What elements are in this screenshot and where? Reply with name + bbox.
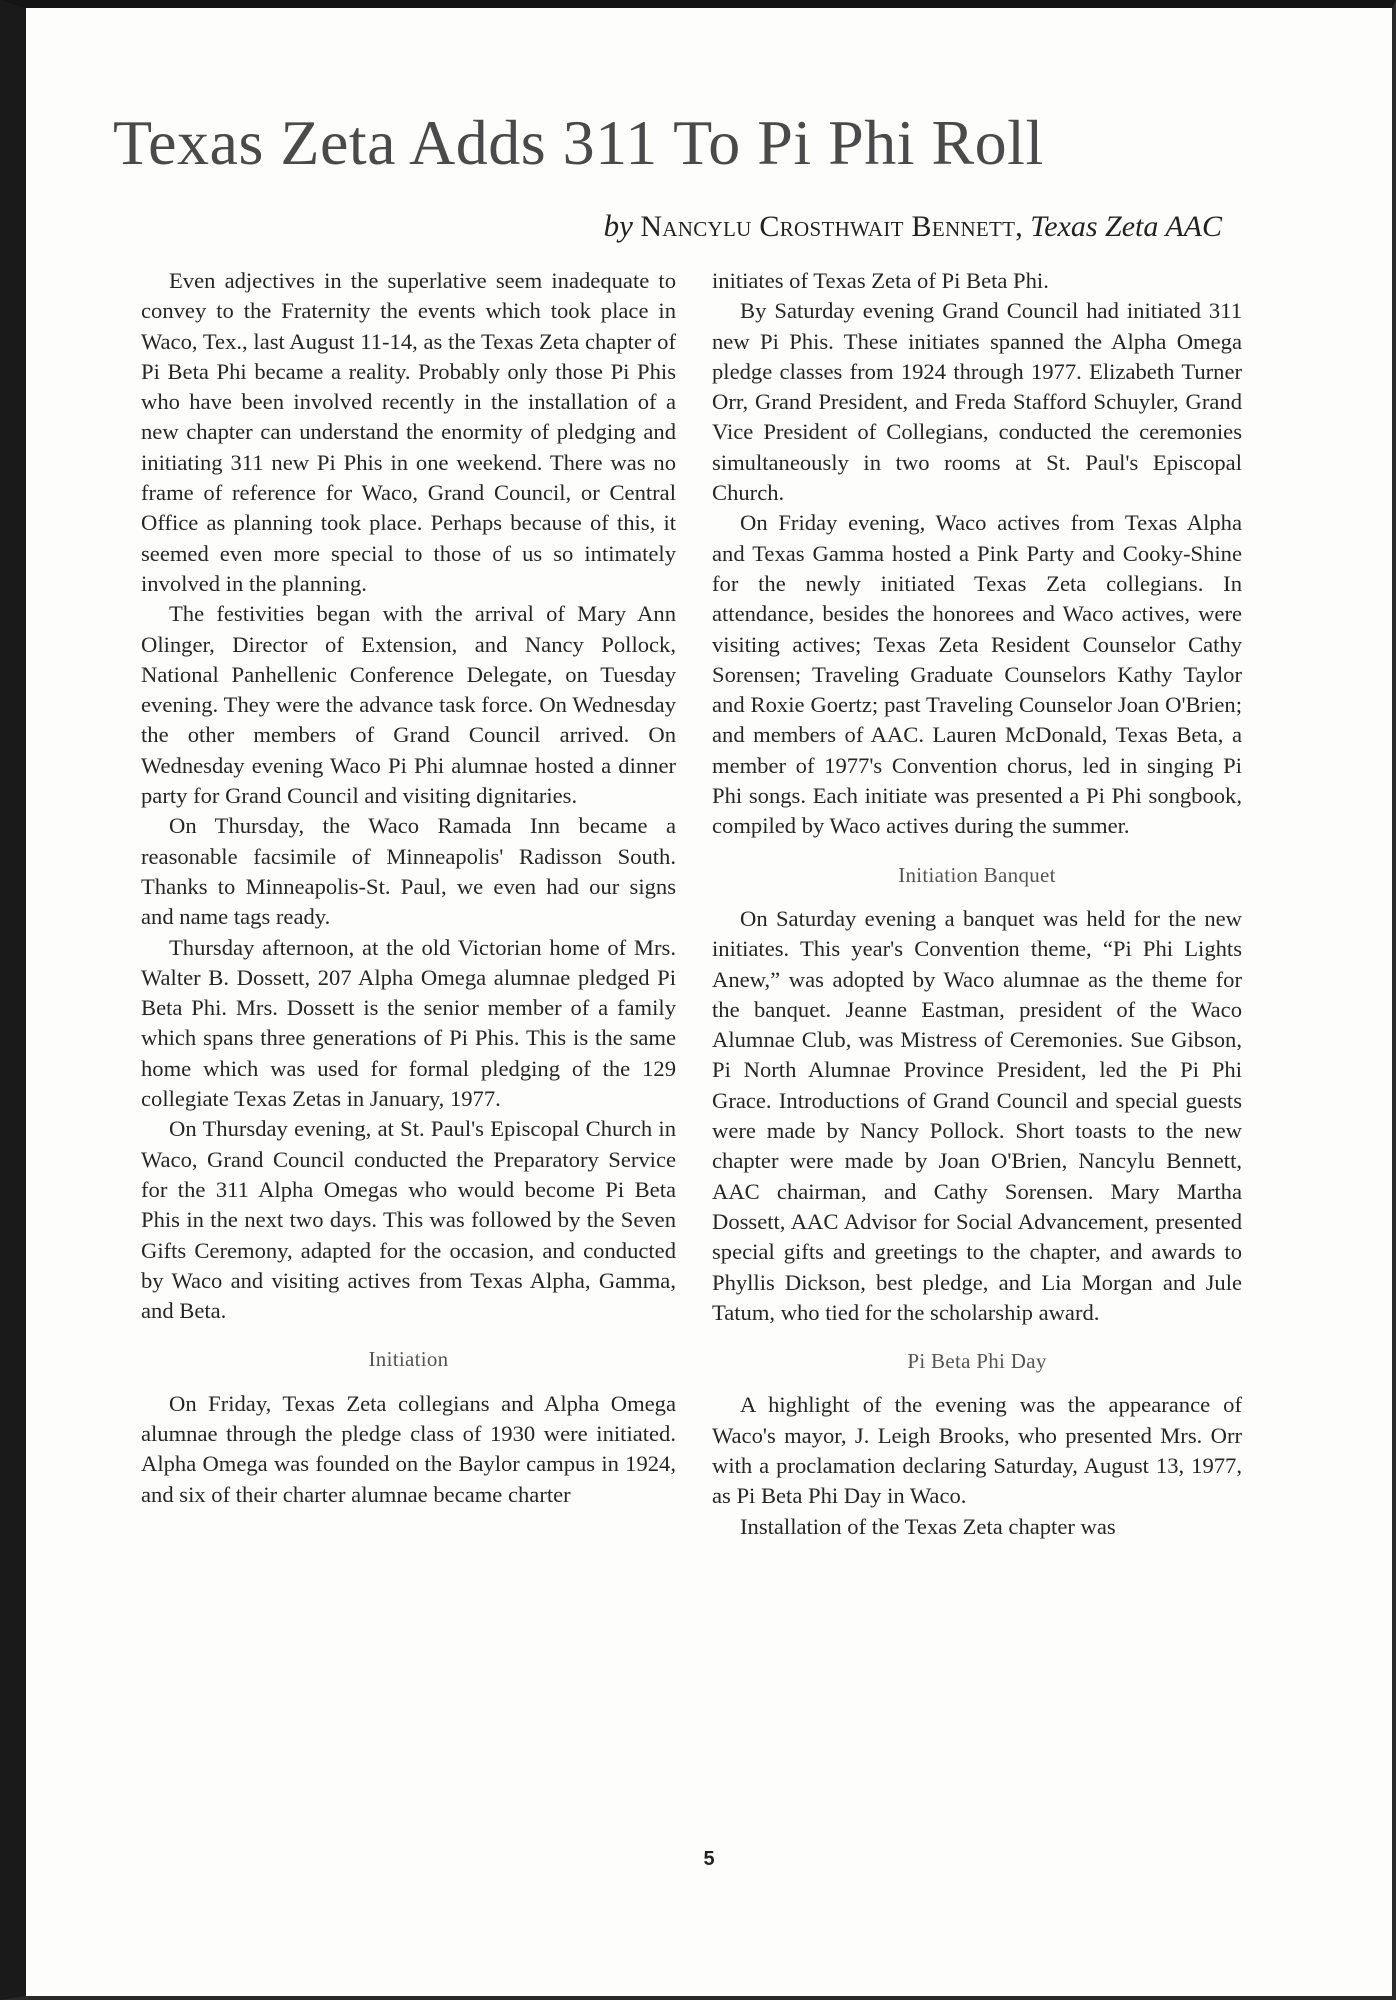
paragraph: On Friday, Texas Zeta collegians and Alpha Omega alumnae through the pledge class of 1930 were initiated. Alpha Omega was founded on the Baylor campus in 1924, and six of their charter alumnae became charter — [141, 1390, 676, 1507]
paragraph: On Saturday evening a banquet was held for the new initiates. This year's Convention theme, “Pi Phi Lights Anew,” was adopted by Waco alumnae as the theme for the banquet. Jeanne Eastman, president of the Waco Alumnae Club, was Mistress of Ceremonies. Sue Gibson, Pi North Alumnae Province President, led the Pi Phi Grace. Introductions of Grand Council and special guests were made by Nancy Pollock. Short toasts to the new chapter were made by Joan O'Brien, Nancylu Bennett, AAC chairman, and Cathy Sorensen. Mary Martha Dossett, AAC Advisor for Social Advancement, presented special gifts and greetings to the chapter, and awards to Phyllis Dickson, best pledge, and Lia Morgan and Jule Tatum, who tied for the scholarship award. — [712, 905, 1242, 1325]
author-name: Nancylu Crosthwait Bennett — [640, 210, 1016, 243]
paragraph: Even adjectives in the superlative seem inadequate to convey to the Fraternity the events which took place in Waco, Tex., last August 11-14, as the Texas Zeta chapter of Pi Beta Phi became a reality. Probably only those Pi Phis who have been involved recently in the installation of a new chapter can understand the enormity of pledging and initiating 311 new Pi Phis in one weekend. There was no frame of reference for Waco, Grand Council, or Central Office as planning took place. Perhaps because of this, it seemed even more special to those of us so intimately involved in the planning. — [141, 268, 676, 596]
byline-by: by — [603, 208, 633, 243]
paragraph: On Thursday evening, at St. Paul's Episcopal Church in Waco, Grand Council conducted the Preparatory Service for the 311 Alpha Omegas who would become Pi Beta Phis in the next two days. This was followed by the Seven Gifts Ceremony, adapted for the occasion, and conducted by Waco and visiting actives from Texas Alpha, Gamma, and Beta. — [141, 1116, 676, 1324]
section-heading-banquet: Initiation Banquet — [898, 862, 1056, 887]
page-number: 5 — [703, 1848, 715, 1870]
author-chapter: Texas Zeta AAC — [1030, 210, 1222, 243]
paragraph: Thursday afternoon, at the old Victorian home of Mrs. Walter B. Dossett, 207 Alpha Omega alumnae pledged Pi Beta Phi. Mrs. Dossett is the senior member of a family which spans three generations of Pi Phis. This is the same home which was used for formal pledging of the 129 collegiate Texas Zetas in January, 1977. — [141, 934, 676, 1112]
paragraph: On Thursday, the Waco Ramada Inn became a reasonable facsimile of Minneapolis' Radisson South. Thanks to Minneapolis-St. Paul, we even had our signs and name tags ready. — [141, 813, 676, 930]
left-column — [141, 266, 676, 1510]
paragraph: By Saturday evening Grand Council had initiated 311 new Pi Phis. These initiates spanned the Alpha Omega pledge classes from 1924 through 1977. Elizabeth Turner Orr, Grand President, and Freda Stafford Schuyler, Grand Vice President of Collegians, conducted the ceremonies simultaneously in two rooms at St. Paul's Episcopal Church. — [712, 298, 1242, 506]
section-heading-pi-beta-phi-day: Pi Beta Phi Day — [907, 1349, 1047, 1374]
section-heading-initiation: Initiation — [368, 1347, 449, 1372]
paragraph: The festivities began with the arrival of Mary Ann Olinger, Director of Extension, and Nancy Pollock, National Panhellenic Conference Delegate, on Tuesday evening. They were the advance task force. On Wednesday the other members of Grand Council arrived. On Wednesday evening Waco Pi Phi alumnae hosted a dinner party for Grand Council and visiting dignitaries. — [141, 601, 676, 809]
byline: by Nancylu Crosthwait Bennett, Texas Zeta AAC — [603, 208, 1222, 243]
paragraph-continuation: initiates of Texas Zeta of Pi Beta Phi. — [712, 268, 1049, 293]
article-title: Texas Zeta Adds 311 To Pi Phi Roll — [113, 107, 1044, 178]
paragraph: Installation of the Texas Zeta chapter was — [740, 1513, 1116, 1539]
paragraph: A highlight of the evening was the appearance of Waco's mayor, J. Leigh Brooks, who presented Mrs. Orr with a proclamation declaring Saturday, August 13, 1977, as Pi Beta Phi Day in Waco. — [712, 1392, 1242, 1509]
paragraph: On Friday evening, Waco actives from Texas Alpha and Texas Gamma hosted a Pink Party and Cooky-Shine for the newly initiated Texas Zeta collegians. In attendance, besides the honorees and Waco actives, were visiting actives; Texas Zeta Resident Counselor Cathy Sorensen; Traveling Graduate Counselors Kathy Taylor and Roxie Goertz; past Traveling Counselor Joan O'Brien; and members of AAC. Lauren McDonald, Texas Beta, a member of 1977's Convention chorus, led in singing Pi Phi songs. Each initiate was presented a Pi Phi songbook, compiled by Waco actives during the summer. — [712, 510, 1242, 839]
right-column — [712, 266, 1242, 1542]
